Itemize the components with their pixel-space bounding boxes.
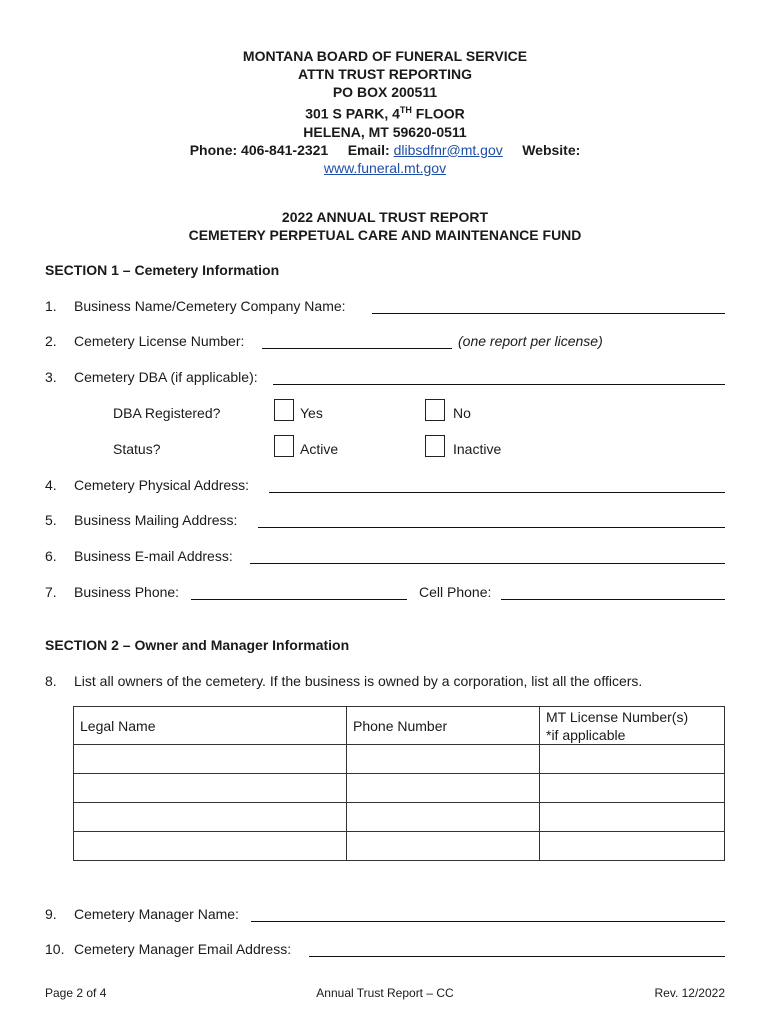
col-legal-name: Legal Name	[74, 707, 347, 745]
table-row	[74, 745, 725, 774]
table-cell[interactable]	[540, 832, 725, 861]
dba-field[interactable]	[273, 384, 725, 385]
attn-line: ATTN TRUST REPORTING	[298, 66, 472, 82]
table-header-row	[74, 707, 725, 745]
status-active-checkbox[interactable]	[274, 435, 294, 457]
table-row	[74, 832, 725, 861]
owners-table	[73, 706, 725, 861]
report-title	[0, 208, 770, 244]
mailing-address-field[interactable]	[258, 527, 725, 528]
website-label: Website:	[522, 141, 581, 158]
physical-address-label: Cemetery Physical Address:	[74, 477, 250, 493]
footer-title: Annual Trust Report – CC	[316, 986, 454, 1000]
col-phone-number: Phone Number	[347, 707, 540, 745]
table-cell[interactable]	[540, 803, 725, 832]
table-row	[74, 803, 725, 832]
mailing-address-label: Business Mailing Address:	[74, 512, 238, 528]
title-line-2: CEMETERY PERPETUAL CARE AND MAINTENANCE FUND	[188, 227, 582, 243]
website-link[interactable]: www.funeral.mt.gov	[323, 159, 447, 176]
table-cell[interactable]	[74, 745, 347, 774]
table-cell[interactable]	[347, 774, 540, 803]
email-label: Email:	[347, 141, 390, 158]
dba-label: Cemetery DBA (if applicable):	[74, 369, 258, 385]
status-inactive-checkbox[interactable]	[425, 435, 445, 457]
dba-yes-checkbox[interactable]	[274, 399, 294, 421]
license-number-label: Cemetery License Number:	[74, 333, 245, 349]
table-cell[interactable]	[540, 745, 725, 774]
table-cell[interactable]	[347, 745, 540, 774]
letterhead	[0, 47, 770, 177]
city-line: HELENA, MT 59620-0511	[303, 123, 467, 140]
business-phone-field[interactable]	[191, 599, 407, 600]
manager-email-field[interactable]	[309, 956, 725, 957]
table-cell[interactable]	[74, 832, 347, 861]
email-address-field[interactable]	[250, 563, 725, 564]
physical-address-field[interactable]	[269, 492, 725, 493]
contact-line	[0, 141, 770, 159]
status-label: Status?	[113, 441, 161, 457]
owners-instruction: List all owners of the cemetery. If the business is owned by a corporation, list all the officers.	[74, 673, 643, 689]
table-cell[interactable]	[347, 803, 540, 832]
footer-page-number: Page 2 of 4	[45, 986, 107, 1000]
section-1-heading: SECTION 1 – Cemetery Information	[45, 262, 280, 278]
col-license-number: MT License Number(s) *if applicable	[540, 707, 725, 745]
section-2-heading: SECTION 2 – Owner and Manager Information	[45, 637, 350, 653]
status-active-label: Active	[300, 441, 339, 457]
cell-phone-label: Cell Phone:	[419, 584, 492, 600]
table-row	[74, 774, 725, 803]
table-cell[interactable]	[540, 774, 725, 803]
table-cell[interactable]	[74, 774, 347, 803]
dba-registered-label: DBA Registered?	[113, 405, 221, 421]
phone-text: Phone: 406-841-2321	[189, 141, 329, 158]
manager-name-label: Cemetery Manager Name:	[74, 906, 239, 922]
table-cell[interactable]	[347, 832, 540, 861]
status-inactive-label: Inactive	[453, 441, 502, 457]
manager-name-field[interactable]	[251, 921, 725, 922]
street-address: 301 S PARK, 4TH FLOOR	[305, 105, 465, 122]
dba-no-checkbox[interactable]	[425, 399, 445, 421]
cell-phone-field[interactable]	[501, 599, 725, 600]
dba-no-label: No	[453, 405, 471, 421]
po-box: PO BOX 200511	[332, 84, 438, 100]
license-note: (one report per license)	[458, 333, 603, 349]
email-link[interactable]: dlibsdfnr@mt.gov	[393, 141, 503, 158]
email-address-label: Business E-mail Address:	[74, 548, 233, 564]
business-phone-label: Business Phone:	[74, 584, 180, 600]
business-name-field[interactable]	[372, 313, 725, 314]
business-name-label: Business Name/Cemetery Company Name:	[74, 298, 346, 314]
table-cell[interactable]	[74, 803, 347, 832]
title-line-1: 2022 ANNUAL TRUST REPORT	[281, 209, 489, 225]
license-number-field[interactable]	[262, 348, 452, 349]
footer-revision: Rev. 12/2022	[654, 986, 725, 1000]
dba-yes-label: Yes	[300, 405, 323, 421]
org-name: MONTANA BOARD OF FUNERAL SERVICE	[242, 48, 528, 64]
manager-email-label: Cemetery Manager Email Address:	[74, 941, 292, 957]
